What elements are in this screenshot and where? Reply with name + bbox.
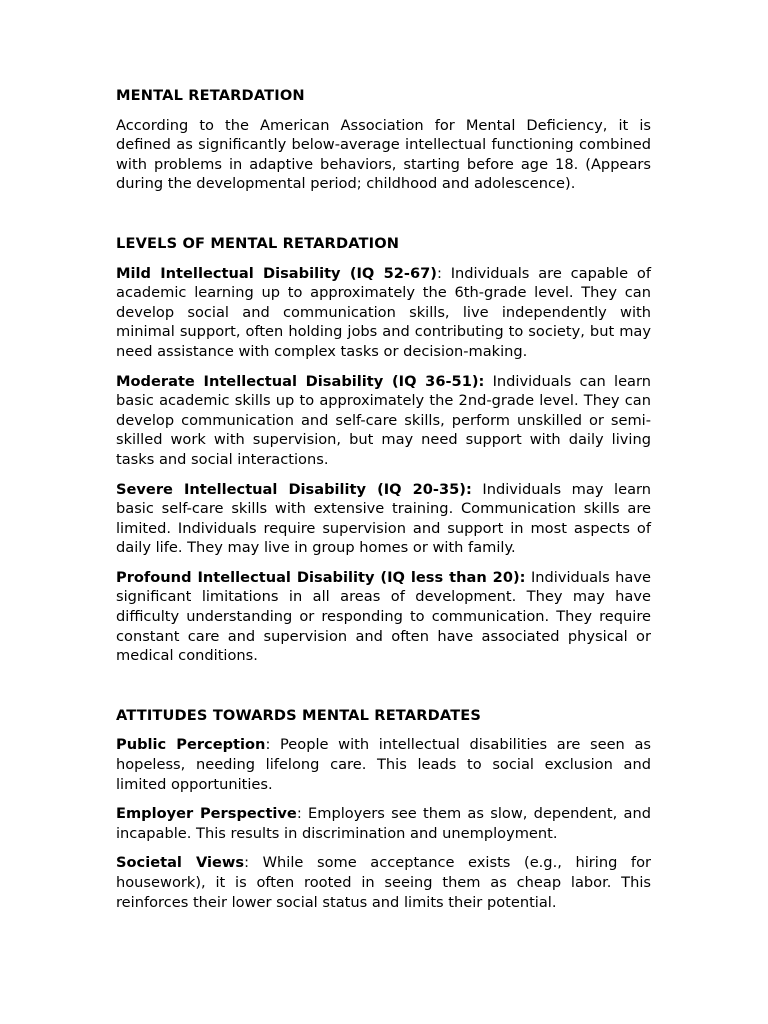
- paragraph-text: According to the American Association for Mental Deficiency, it is defined as significantly below-average intellectual functioning combined with problems in adaptive behaviors, starting before age 18. (Appears during the developmental period; childhood and adolescence).: [116, 116, 651, 193]
- paragraph-term: Public Perception: [116, 736, 266, 754]
- paragraph-text: : Employers see them as slow, dependent, and incapable. This results in discrimination and unemployment.: [116, 805, 651, 842]
- section-mental-retardation: [116, 86, 651, 194]
- paragraph-term: Employer Perspective: [116, 805, 297, 823]
- societal-views-paragraph: [116, 853, 651, 912]
- paragraph-text: Individuals may learn basic self-care skills with extensive training. Communication skills are limited. Individuals require supervision and support in most aspects of daily life. They may live in group homes or with family.: [116, 480, 652, 557]
- section-heading: MENTAL RETARDATION: [116, 87, 305, 104]
- level-profound-paragraph: [116, 568, 651, 666]
- level-severe-paragraph: [116, 480, 651, 558]
- level-mild-paragraph: [116, 264, 651, 362]
- section-attitudes: [116, 706, 651, 912]
- paragraph-term: Mild Intellectual Disability (IQ 52-67): [116, 264, 437, 282]
- paragraph-term: Moderate Intellectual Disability (IQ 36-51):: [116, 372, 485, 390]
- paragraph-text: : Individuals are capable of academic learning up to approximately the 6th-grade level. They can develop social and communication skills, live independently with minimal support, often holding jobs and contributing to society, but may need assistance with complex tasks or decision-making.: [116, 264, 651, 360]
- employer-perspective-paragraph: [116, 804, 651, 843]
- section-spacer: [116, 204, 651, 234]
- section-heading: LEVELS OF MENTAL RETARDATION: [116, 234, 400, 252]
- paragraph-text: Individuals can learn basic academic skills up to approximately the 2nd-grade level. They can develop communication and self-care skills, perform unskilled or semi-skilled work with supervision, but may need support with daily living tasks and social interactions.: [116, 372, 651, 468]
- paragraph-term: Profound Intellectual Disability (IQ less than 20):: [116, 568, 526, 586]
- paragraph-text: : While some acceptance exists (e.g., hiring for housework), it is often rooted in seeing them as cheap labor. This reinforces their lower social status and limits their potential.: [116, 854, 651, 911]
- public-perception-paragraph: [116, 735, 651, 794]
- paragraph-term: Societal Views: [116, 854, 245, 872]
- document-page: [116, 86, 651, 922]
- paragraph-term: Severe Intellectual Disability (IQ 20-35):: [116, 480, 472, 498]
- section-spacer: [116, 676, 651, 706]
- section-heading: ATTITUDES TOWARDS MENTAL RETARDATES: [116, 706, 482, 724]
- section-levels: [116, 234, 651, 666]
- paragraph-text: Individuals have significant limitations in all areas of development. They may have difficulty understanding or responding to communication. They require constant care and supervision and often have associated physical or medical conditions.: [116, 568, 651, 665]
- paragraph-text: : People with intellectual disabilities are seen as hopeless, needing lifelong care. This leads to social exclusion and limited opportunities.: [116, 736, 651, 793]
- level-moderate-paragraph: [116, 372, 651, 470]
- definition-paragraph: [116, 116, 651, 194]
